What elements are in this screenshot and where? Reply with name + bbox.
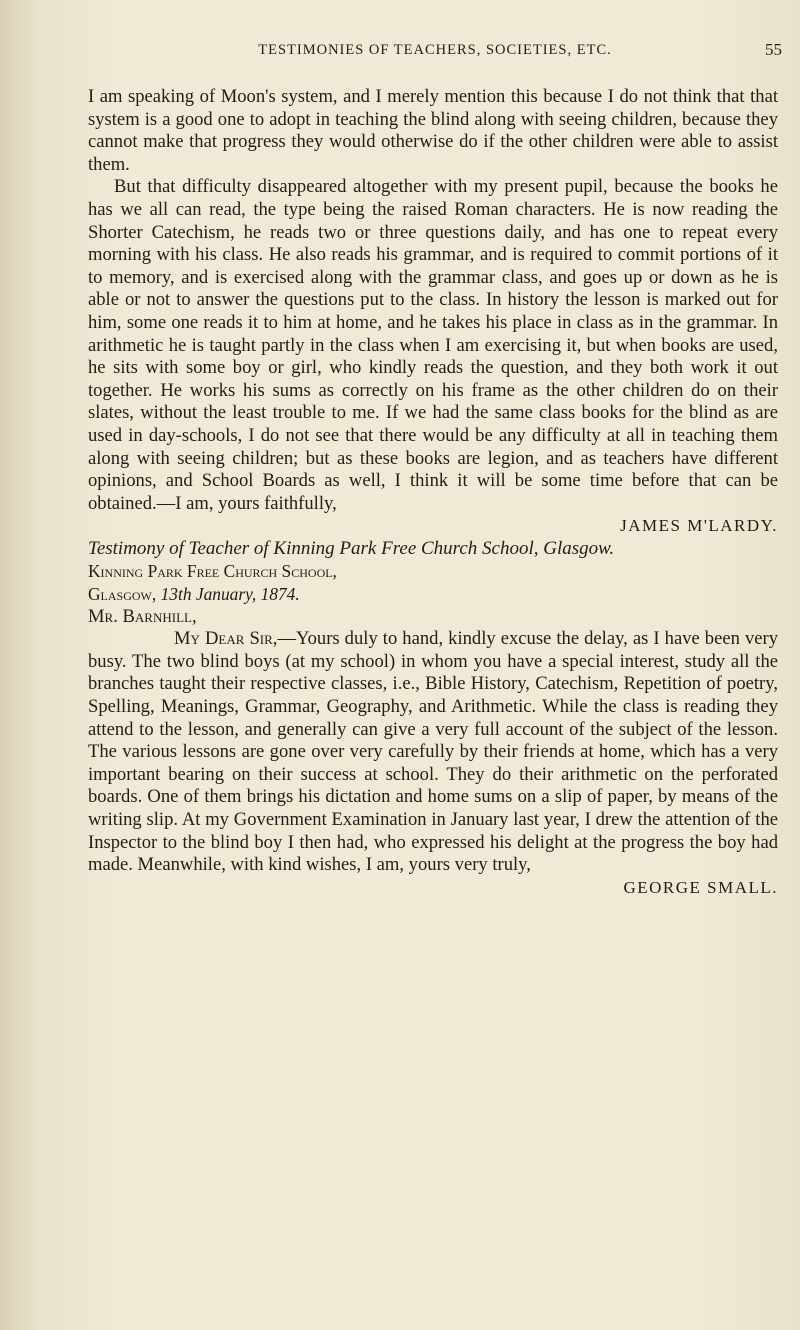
address-date: 13th January, 1874. bbox=[160, 584, 300, 605]
page-header bbox=[88, 40, 782, 64]
running-head: TESTIMONIES OF TEACHERS, SOCIETIES, ETC. bbox=[258, 42, 612, 58]
letter2-body: —Yours duly to hand, kindly excuse the delay, as I have been very busy. The two blind boys (at my school) in whom you have a special interest, study all the branches taught their respective classes, i.e., Bible History, Catechism, Repetition of poetry, Spelling, Meanings, Grammar, Geography, and Arithmetic. While the class is reading they attend to the lesson, and generally can give a very full account of the subject of the lesson. The various lessons are gone over very carefully by their friends at home, which has a very important bearing on their success at school. They do their arithmetic on the perforated boards. One of them brings his dictation and home sums on a slip of paper, by means of the writing slip. At my Government Examination in January last year, I drew the attention of the Inspector to the blind boy I then had, who expressed his delight at the progress the boy had made. Meanwhile, with kind wishes, I am, yours very truly, bbox=[88, 628, 778, 876]
body-text bbox=[88, 86, 778, 899]
address-city: Glasgow, bbox=[88, 584, 157, 605]
letter2-address bbox=[88, 560, 778, 605]
letter2-greeting: My Dear Sir, bbox=[174, 628, 278, 650]
letter1-paragraph-1: I am speaking of Moon's system, and I merely mention this because I do not think that that system is a good one to adopt in teaching the blind along with seeing children, because they cannot make that progress they would otherwise do if the other children were able to assist them. bbox=[88, 86, 778, 175]
page-number: 55 bbox=[765, 40, 782, 59]
letter2-paragraph-1 bbox=[88, 628, 778, 877]
letter2-salutation: Mr. Barnhill, bbox=[88, 605, 197, 627]
letter1-signature: JAMES M'LARDY. bbox=[620, 516, 778, 536]
address-line-1: Kinning Park Free Church School, bbox=[88, 561, 337, 582]
letter1-paragraph-2: But that difficulty disappeared altogether with my present pupil, because the books he has we all can read, the type being the raised Roman characters. He is now reading the Shorter Catechism, he reads two or three questions daily, and has one to repeat every morning with his class. He also reads his grammar, and is required to commit portions of it to memory, and is exercised along with the grammar class, and goes up or down as he is able or not to answer the questions put to the class. In history the lesson is marked out for him, some one reads it to him at home, and he takes his place in class as in the grammar. In arithmetic he is taught partly in the class when I am exercising it, but when books are used, he sits with some boy or girl, who kindly reads the question, and they both work it out together. He works his sums as correctly on his frame as the other children do on their slates, without the least trouble to me. If we had the same class books for the blind as are used in day-schools, I do not see that there would be any difficulty at all in teaching them along with seeing children; but as these books are legion, and as teachers have different opinions, and School Boards as well, I think it will be some time before that can be obtained.—I am, yours faithfully, bbox=[88, 176, 778, 514]
letter2-heading: Testimony of Teacher of Kinning Park Free Church School, Glasgow. bbox=[88, 537, 615, 559]
letter2-signature: GEORGE SMALL. bbox=[623, 877, 778, 897]
